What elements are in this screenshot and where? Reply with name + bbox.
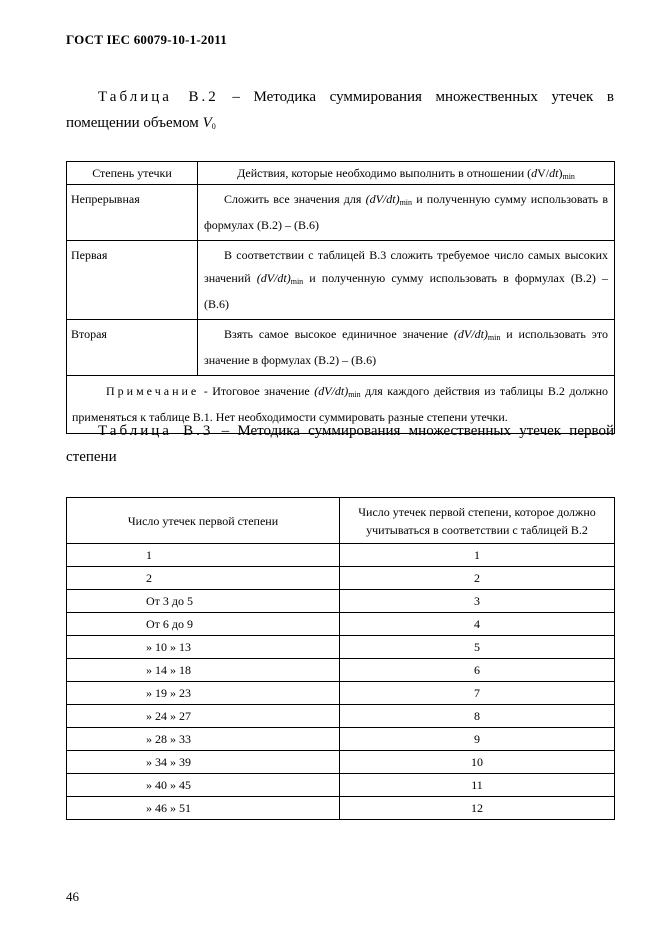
table-b3-body bbox=[67, 544, 615, 820]
table-row bbox=[67, 774, 615, 797]
leak-count-cell: 1 bbox=[67, 544, 340, 567]
table-b3-title: – Методика суммирования множественных утечек первой степени bbox=[66, 423, 614, 465]
table-row bbox=[67, 590, 615, 613]
table-row bbox=[67, 544, 615, 567]
leak-count-cell: » 24 » 27 bbox=[67, 705, 340, 728]
degree-cell: Первая bbox=[67, 241, 198, 320]
table-b3-col-value-header: Число утечек первой степени, которое должно учитываться в соответствии с таблицей В.2 bbox=[340, 498, 615, 544]
table-b3-label: Таблица В.3 bbox=[98, 423, 214, 439]
table-row bbox=[67, 751, 615, 774]
leak-count-cell: 2 bbox=[67, 567, 340, 590]
leak-count-cell: От 3 до 5 bbox=[67, 590, 340, 613]
action-cell: В соответствии с таблицей В.3 сложить требуемое число самых высоких значений $(dV/dt)_{min}$ и полученную сумму использовать в формулах (В.2) – (В.6) bbox=[198, 241, 615, 320]
table-b3 bbox=[66, 497, 615, 820]
table-b2-note: Примечание - Итоговое значение $(dV/dt)_{min}$ для каждого действия из таблицы В.2 должно применяться к таблице В.1. Нет необходимости суммировать разные степени утечки. bbox=[67, 376, 615, 434]
leak-count-cell: » 46 » 51 bbox=[67, 797, 340, 820]
degree-cell: Непрерывная bbox=[67, 185, 198, 241]
table-b2 bbox=[66, 161, 615, 434]
page-number: 46 bbox=[66, 889, 79, 904]
table-row bbox=[67, 613, 615, 636]
considered-count-cell: 11 bbox=[340, 774, 615, 797]
table-b3-col-count-header: Число утечек первой степени bbox=[67, 498, 340, 544]
considered-count-cell: 9 bbox=[340, 728, 615, 751]
considered-count-cell: 12 bbox=[340, 797, 615, 820]
table-b2-caption bbox=[66, 84, 614, 140]
considered-count-cell: 4 bbox=[340, 613, 615, 636]
leak-count-cell: » 34 » 39 bbox=[67, 751, 340, 774]
table-b2-header-row bbox=[67, 162, 615, 185]
considered-count-cell: 1 bbox=[340, 544, 615, 567]
table-row bbox=[67, 320, 615, 376]
volume-symbol: V bbox=[202, 115, 212, 131]
table-row bbox=[67, 797, 615, 820]
leak-count-cell: » 14 » 18 bbox=[67, 659, 340, 682]
table-b2-col-degree-header: Степень утечки bbox=[67, 162, 198, 185]
table-row bbox=[67, 241, 615, 320]
considered-count-cell: 6 bbox=[340, 659, 615, 682]
table-row bbox=[67, 567, 615, 590]
table-b2-title: – Методика суммирования множественных утечек в помещении объемом bbox=[66, 89, 614, 131]
table-row bbox=[67, 659, 615, 682]
table-row bbox=[67, 728, 615, 751]
table-row bbox=[67, 682, 615, 705]
document-header: ГОСТ IEC 60079-10-1-2011 bbox=[66, 32, 227, 47]
considered-count-cell: 2 bbox=[340, 567, 615, 590]
table-row bbox=[67, 705, 615, 728]
table-row bbox=[67, 636, 615, 659]
considered-count-cell: 3 bbox=[340, 590, 615, 613]
table-b2-label: Таблица В.2 bbox=[98, 89, 219, 105]
volume-subscript: 0 bbox=[211, 122, 216, 131]
table-b2-col-action-header: Действия, которые необходимо выполнить в отношении $(dV/dt)_{min}$ bbox=[198, 162, 615, 185]
considered-count-cell: 10 bbox=[340, 751, 615, 774]
note-label: Примечание bbox=[106, 384, 200, 398]
table-row bbox=[67, 185, 615, 241]
leak-count-cell: » 28 » 33 bbox=[67, 728, 340, 751]
degree-cell: Вторая bbox=[67, 320, 198, 376]
action-cell: Взять самое высокое единичное значение $(dV/dt)_{min}$ и использовать это значение в формулах (В.2) – (В.6) bbox=[198, 320, 615, 376]
table-b3-caption bbox=[66, 418, 614, 470]
leak-count-cell: » 19 » 23 bbox=[67, 682, 340, 705]
considered-count-cell: 7 bbox=[340, 682, 615, 705]
considered-count-cell: 8 bbox=[340, 705, 615, 728]
action-cell: Сложить все значения для $(dV/dt)_{min}$ и полученную сумму использовать в формулах (В.2) – (В.6) bbox=[198, 185, 615, 241]
leak-count-cell: » 10 » 13 bbox=[67, 636, 340, 659]
leak-count-cell: » 40 » 45 bbox=[67, 774, 340, 797]
table-b3-header-row bbox=[67, 498, 615, 544]
considered-count-cell: 5 bbox=[340, 636, 615, 659]
leak-count-cell: От 6 до 9 bbox=[67, 613, 340, 636]
